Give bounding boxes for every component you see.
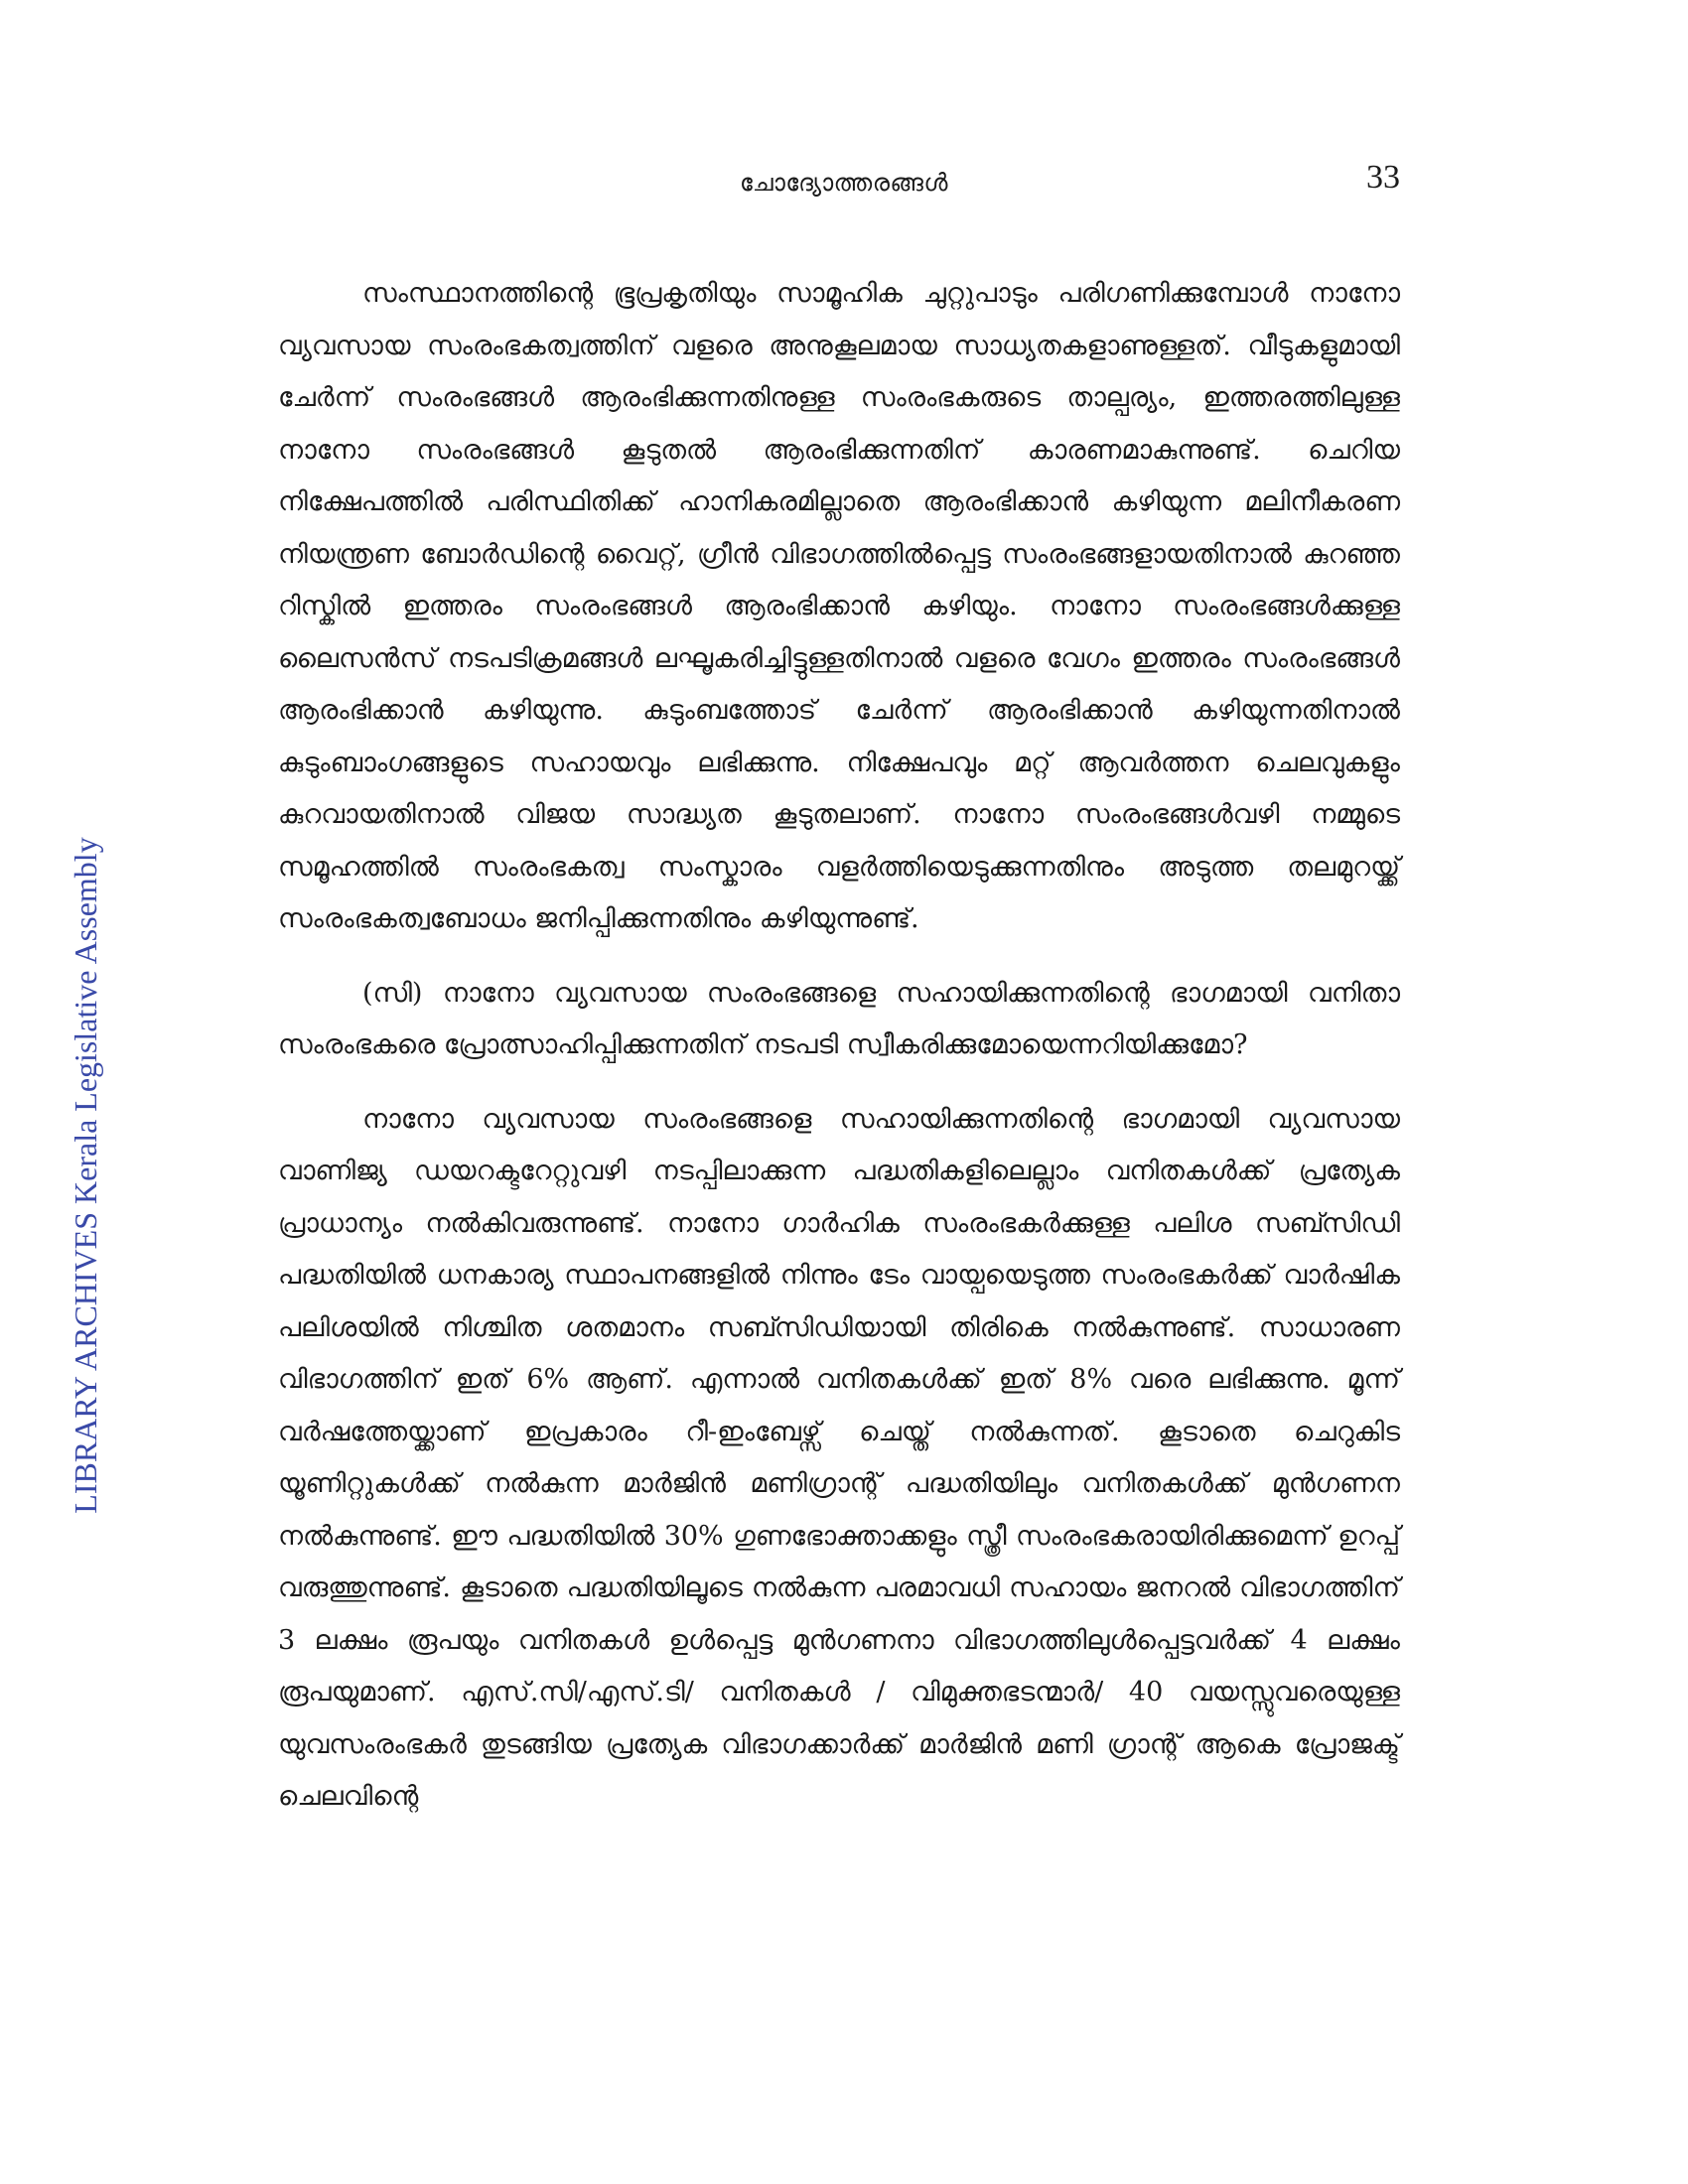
archive-watermark: LIBRARY ARCHIVES Kerala Legislative Assembly — [68, 837, 103, 1514]
paragraph-gap — [278, 946, 1400, 968]
answer-paragraph-1: സംസ്ഥാനത്തിന്റെ ഭൂപ്രകൃതിയും സാമൂഹിക ചുറ്റുപാടും പരിഗണിക്കുമ്പോൾ നാനോ വ്യവസായ സംരംഭകത്വത്തിന് വളരെ അനുകൂലമായ സാധ്യതകളാണുള്ളത്. വീടുകളുമായി ചേർന്ന് സംരംഭങ്ങൾ ആരംഭിക്കുന്നതിനുള്ള സംരംഭകരുടെ താല്പര്യം, ഇത്തരത്തിലുള്ള നാനോ സംരംഭങ്ങൾ കൂടുതൽ ആരംഭിക്കുന്നതിന് കാരണമാകുന്നുണ്ട്. ചെറിയ നിക്ഷേപത്തിൽ പരിസ്ഥിതിക്ക് ഹാനികരമില്ലാതെ ആരംഭിക്കാൻ കഴിയുന്ന മലിനീകരണ നിയന്ത്രണ ബോർഡിന്റെ വൈറ്റ്, ഗ്രീൻ വിഭാഗത്തിൽപ്പെട്ട സംരംഭങ്ങളായതിനാൽ കുറഞ്ഞ റിസ്കിൽ ഇത്തരം സംരംഭങ്ങൾ ആരംഭിക്കാൻ കഴിയും. നാനോ സംരംഭങ്ങൾക്കുള്ള ലൈസൻസ് നടപടിക്രമങ്ങൾ ലഘൂകരിച്ചിട്ടുള്ളതിനാൽ വളരെ വേഗം ഇത്തരം സംരംഭങ്ങൾ ആരംഭിക്കാൻ കഴിയുന്നു. കുടുംബത്തോട് ചേർന്ന് ആരംഭിക്കാൻ കഴിയുന്നതിനാൽ കുടുംബാംഗങ്ങളുടെ സഹായവും ലഭിക്കുന്നു. നിക്ഷേപവും മറ്റ് ആവർത്തന ചെലവുകളും കുറവായതിനാൽ വിജയ സാദ്ധ്യത കൂടുതലാണ്. നാനോ സംരംഭങ്ങൾവഴി നമ്മുടെ സമൂഹത്തിൽ സംരംഭകത്വ സംസ്കാരം വളർത്തിയെടുക്കുന്നതിനും അടുത്ത തലമുറയ്ക്ക് സംരംഭകത്വബോധം ജനിപ്പിക്കുന്നതിനും കഴിയുന്നുണ്ട്. — [278, 278, 1400, 934]
running-header-title: ചോദ്യോത്തരങ്ങൾ — [740, 169, 948, 197]
answer-c-paragraph: നാനോ വ്യവസായ സംരംഭങ്ങളെ സഹായിക്കുന്നതിന്റെ ഭാഗമായി വ്യവസായ വാണിജ്യ ഡയറക്ടറേറ്റുവഴി നടപ്പിലാക്കുന്ന പദ്ധതികളിലെല്ലാം വനിതകൾക്ക് പ്രത്യേക പ്രാധാന്യം നൽകിവരുന്നുണ്ട്. നാനോ ഗാർഹിക സംരംഭകർക്കുള്ള പലിശ സബ്സിഡി പദ്ധതിയിൽ ധനകാര്യ സ്ഥാപനങ്ങളിൽ നിന്നും ടേം വായ്പയെടുത്ത സംരംഭകർക്ക് വാർഷിക പലിശയിൽ നിശ്ചിത ശതമാനം സബ്സിഡിയായി തിരികെ നൽകുന്നുണ്ട്. സാധാരണ വിഭാഗത്തിന് ഇത് 6% ആണ്. എന്നാൽ വനിതകൾക്ക് ഇത് 8% വരെ ലഭിക്കുന്നു. മൂന്ന് വർഷത്തേയ്ക്കാണ് ഇപ്രകാരം റീ-ഇംബേഴ്സ് ചെയ്ത് നൽകുന്നത്. കൂടാതെ ചെറുകിട യൂണിറ്റുകൾക്ക് നൽകുന്ന മാർജിൻ മണിഗ്രാന്റ് പദ്ധതിയിലും വനിതകൾക്ക് മുൻഗണന നൽകുന്നുണ്ട്. ഈ പദ്ധതിയിൽ 30% ഗുണഭോക്താക്കളും സ്ത്രീ സംരംഭകരായിരിക്കുമെന്ന് ഉറപ്പ് വരുത്തുന്നുണ്ട്. കൂടാതെ പദ്ധതിയിലൂടെ നൽകുന്ന പരമാവധി സഹായം ജനറൽ വിഭാഗത്തിന് 3 ലക്ഷം രൂപയും വനിതകൾ ഉൾപ്പെട്ട മുൻഗണനാ വിഭാഗത്തിലുൾപ്പെട്ടവർക്ക് 4 ലക്ഷം രൂപയുമാണ്. എസ്.സി/എസ്.ടി/ വനിതകൾ / വിമുക്തഭടന്മാർ/ 40 വയസ്സുവരെയുള്ള യുവസംരംഭകർ തുടങ്ങിയ പ്രത്യേക വിഭാഗക്കാർക്ക് മാർജിൻ മണി ഗ്രാന്റ് ആകെ പ്രോജക്ട് ചെലവിന്റെ — [278, 1103, 1400, 1812]
paragraph-gap — [278, 1072, 1400, 1094]
question-c-paragraph: (സി) നാനോ വ്യവസായ സംരംഭങ്ങളെ സഹായിക്കുന്നതിന്റെ ഭാഗമായി വനിതാ സംരംഭകരെ പ്രോത്സാഹിപ്പിക്കുന്നതിന് നടപടി സ്വീകരിക്കുമോയെന്നറിയിക്കുമോ? — [278, 977, 1400, 1060]
page-number: 33 — [1366, 159, 1400, 196]
body-text — [278, 268, 1400, 1824]
